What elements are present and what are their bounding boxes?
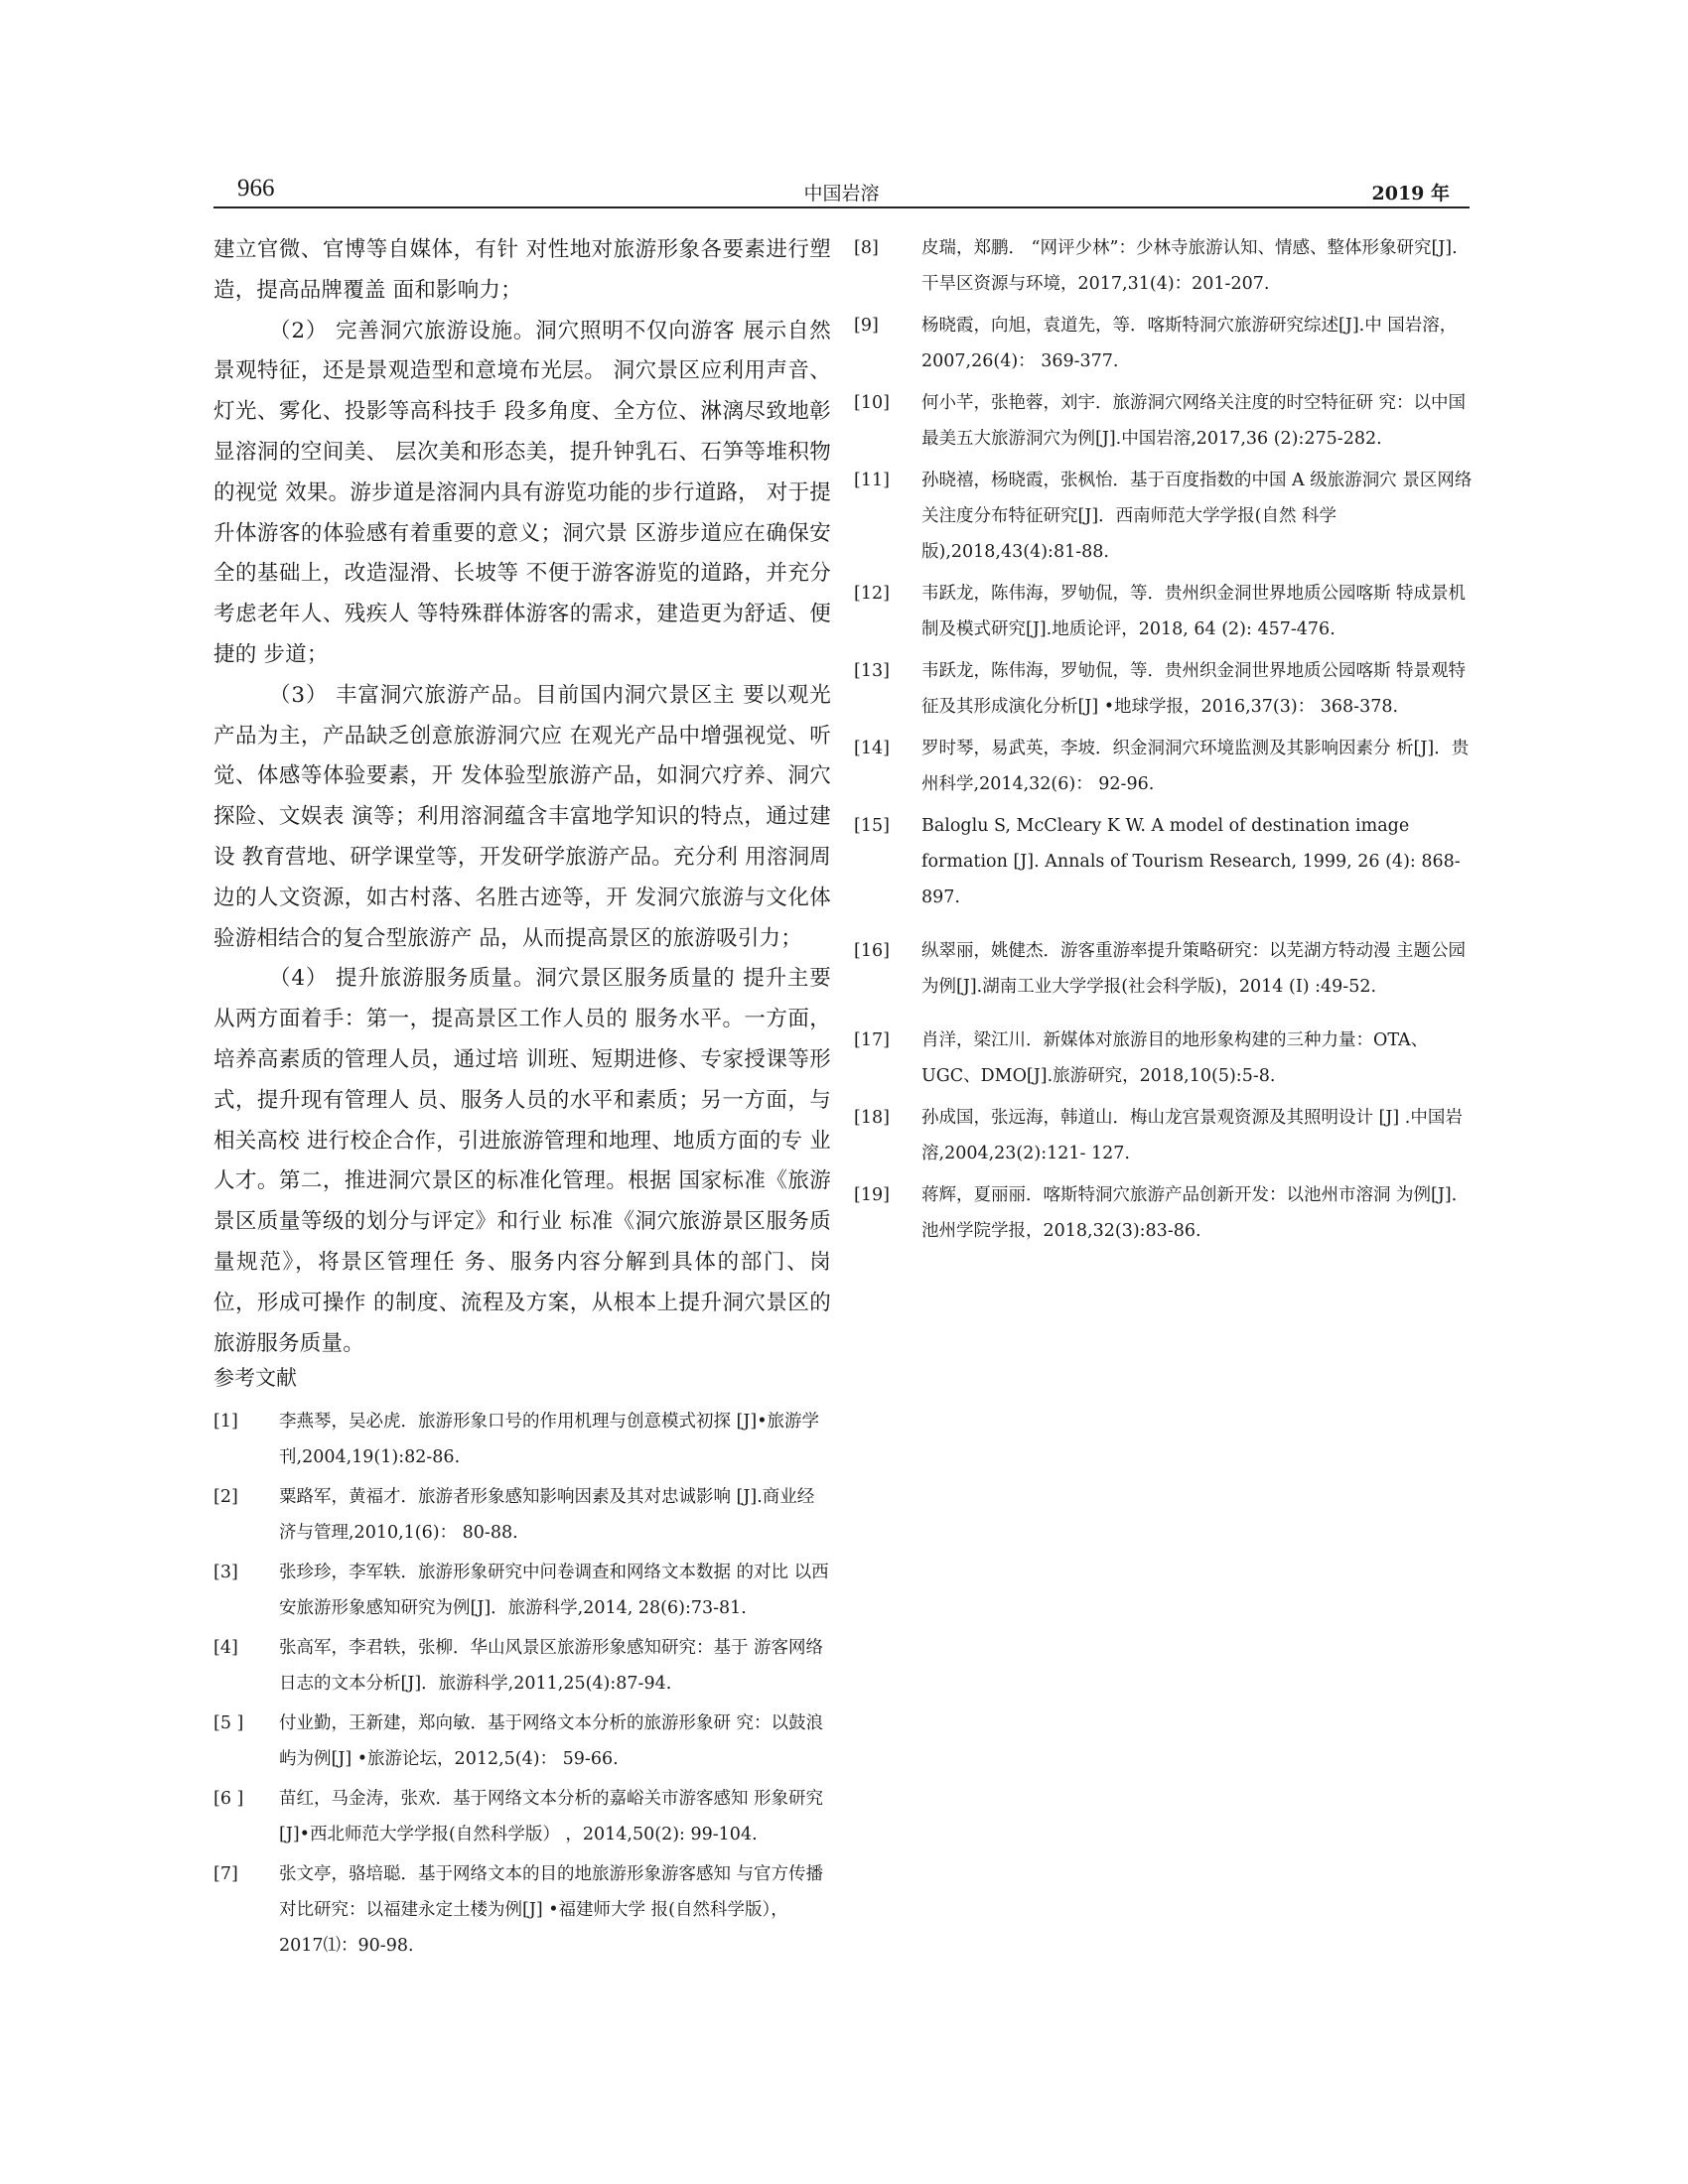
reference-list [213, 1404, 831, 1964]
reference-text: 蒋辉，夏丽丽．喀斯特洞穴旅游产品创新开发：以池州市溶洞 为例[J]．池州学院学报，2018,32(3):83-86. [921, 1185, 1470, 1241]
reference-number: [5 ] [213, 1713, 244, 1734]
reference-text: 苗红，马金涛，张欢．基于网络文本分析的嘉峪关市游客感知 形象研究[J]•西北师范大学学报(自然科学版） ，2014,50(2): 99-104. [279, 1789, 824, 1845]
reference-number: [12] [854, 584, 890, 604]
reference-number: [18] [854, 1108, 890, 1128]
reference-text: 粟路军，黄福才．旅游者形象感知影响因素及其对忠诚影响 [J].商业经济与管理,2010,1(6)： 80-88. [279, 1487, 815, 1544]
reference-number: [7] [213, 1864, 238, 1885]
reference-number: [1] [213, 1412, 238, 1433]
reference-item [213, 1404, 831, 1475]
paragraph: 建立官微、官博等自媒体，有针 对性地对旅游形象各要素进行塑造，提高品牌覆盖 面和影响力； [213, 237, 831, 303]
reference-item [854, 463, 1475, 570]
reference-text: 孙晓禧，杨晓霞，张枫怡．基于百度指数的中国 A 级旅游洞穴 景区网络关注度分布特征研究[J]．西南师范大学学报(自然 科学版),2018,43(4):81-88. [921, 471, 1473, 562]
reference-number: [13] [854, 661, 890, 681]
reference-text: 罗时琴，易武英，李坡．织金洞洞穴环境监测及其影响因素分 析[J]．贵州科学,2014,32(6)： 92-96. [921, 739, 1470, 794]
reference-number: [6 ] [213, 1789, 244, 1810]
reference-text: 孙成国，张远海，韩道山．梅山龙宫景观资源及其照明设计 [J] .中国岩溶,2004,23(2):121- 127. [921, 1108, 1463, 1163]
right-column [854, 230, 1475, 1249]
reference-number: [19] [854, 1185, 890, 1205]
journal-title: 中国岩溶 [803, 183, 880, 205]
reference-number: [14] [854, 739, 890, 758]
reference-number: [8] [854, 238, 879, 258]
reference-text: 张文亭，骆培聪．基于网络文本的目的地旅游形象游客感知 与官方传播对比研究：以福建永定土楼为例[J] •福建师大学 报(自然科学版），2017⑴：90-98. [279, 1864, 824, 1957]
body-text [213, 230, 831, 1364]
reference-item [854, 230, 1475, 302]
reference-item [854, 1100, 1475, 1171]
references-heading: 参考文献 [213, 1366, 297, 1391]
reference-text: 杨晓霞，向旭，袁道先，等．喀斯特洞穴旅游研究综述[J].中 国岩溶，2007,26(4)： 369-377. [921, 316, 1458, 371]
page-header [213, 171, 1470, 208]
reference-number: [4] [213, 1638, 238, 1659]
left-column [213, 230, 831, 1966]
reference-number: [3] [213, 1563, 238, 1583]
reference-number: [17] [854, 1030, 890, 1050]
paragraph: （4） 提升旅游服务质量。洞穴景区服务质量的 提升主要从两方面着手：第一，提高景区工作人员的 服务水平。一方面，培养高素质的管理人员，通过培 训班、短期进修、专家授课等形式，提升现有管理人 员、服务人员的水平和素质；另一方面，与相关高校 进行校企合作，引进旅游管理和地理、地质方面的专 业人才。第二，推进洞穴景区的标准化管理。根据 国家标准《旅游景区质量等级的划分与评定》和行业 标准《洞穴旅游景区服务质量规范》，将景区管理任 务、服务内容分解到具体的部门、岗位，形成可操作 的制度、流程及方案，从根本上提升洞穴景区的旅游服务质量。 [213, 966, 831, 1356]
reference-item [854, 1177, 1475, 1249]
page-number: 966 [237, 175, 275, 202]
reference-text: 张高军，李君轶，张柳．华山风景区旅游形象感知研究：基于 游客网络日志的文本分析[J]．旅游科学,2011,25(4):87-94. [279, 1638, 824, 1695]
reference-text: 张珍珍，李军轶．旅游形象研究中问卷调查和网络文本数据 的对比 以西安旅游形象感知研究为例[J]．旅游科学,2014, 28(6):73-81. [279, 1563, 829, 1619]
reference-item [854, 308, 1475, 379]
reference-item [213, 1706, 831, 1777]
reference-number: [10] [854, 393, 890, 413]
reference-text: 何小芊，张艳蓉，刘宇．旅游洞穴网络关注度的时空特征研 究：以中国最美五大旅游洞穴为例[J].中国岩溶,2017,36 (2):275-282. [921, 393, 1467, 449]
reference-number: [15] [854, 816, 890, 836]
reference-item [213, 1781, 831, 1852]
reference-text: Baloglu S, McCleary K W. A model of destination image formation [J]. Annals of Tourism Research, 1999, 26 (4): 868-897. [921, 816, 1461, 907]
reference-item [854, 1023, 1475, 1094]
reference-text: 皮瑞，郑鹏． “网评少林”：少林寺旅游认知、情感、整体形象研究[J].干旱区资源与环境，2017,31(4)：201-207. [921, 238, 1458, 294]
reference-text: 肖洋，梁江川．新媒体对旅游目的地形象构建的三种力量：OTA、UGC、DMO[J].旅游研究，2018,10(5):5-8. [921, 1030, 1429, 1086]
reference-text: 纵翠丽，姚健杰．游客重游率提升策略研究：以芜湖方特动漫 主题公园为例[J].湖南工业大学学报(社会科学版)，2014 (I) :49-52. [921, 941, 1467, 997]
reference-text: 李燕琴，吴必虎．旅游形象口号的作用机理与创意模式初探 [J]•旅游学刊,2004,19(1):82-86. [279, 1412, 820, 1468]
reference-number: [9] [854, 316, 879, 336]
reference-number: [16] [854, 941, 890, 961]
reference-item [854, 385, 1475, 457]
reference-item [213, 1555, 831, 1626]
reference-text: 韦跃龙，陈伟海，罗劬侃，等．贵州织金洞世界地质公园喀斯 特景观特征及其形成演化分析[J] •地球学报，2016,37(3)： 368-378. [921, 661, 1467, 717]
reference-item [213, 1630, 831, 1702]
reference-item [213, 1479, 831, 1551]
reference-item [854, 933, 1475, 1005]
paragraph: （3） 丰富洞穴旅游产品。目前国内洞穴景区主 要以观光产品为主，产品缺乏创意旅游洞穴应 在观光产品中增强视觉、听觉、体感等体验要素，开 发体验型旅游产品，如洞穴疗养、洞穴探险、文娱表 演等；利用溶洞蕴含丰富地学知识的特点，通过建设 教育营地、研学课堂等，开发研学旅游产品。充分利 用溶洞周边的人文资源，如古村落、名胜古迹等，开 发洞穴旅游与文化体验游相结合的复合型旅游产 品，从而提高景区的旅游吸引力； [213, 682, 831, 951]
paragraph: （2） 完善洞穴旅游设施。洞穴照明不仅向游客 展示自然景观特征，还是景观造型和意境布光层。 洞穴景区应利用声音、灯光、雾化、投影等高科技手 段多角度、全方位、淋漓尽致地彰显溶洞的空间美、 层次美和形态美，提升钟乳石、石笋等堆积物的视觉 效果。游步道是溶洞内具有游览功能的步行道路， 对于提升体游客的体验感有着重要的意义；洞穴景 区游步道应在确保安全的基础上，改造湿滑、长坡等 不便于游客游览的道路，并充分考虑老年人、残疾人 等特殊群体游客的需求，建造更为舒适、便捷的 步道； [213, 318, 831, 667]
reference-item [213, 1856, 831, 1964]
reference-item [854, 653, 1475, 725]
reference-text: 韦跃龙，陈伟海，罗劬侃，等．贵州织金洞世界地质公园喀斯 特成景机制及模式研究[J].地质论评，2018, 64 (2): 457-476. [921, 584, 1467, 639]
reference-item [854, 576, 1475, 647]
reference-item [854, 808, 1475, 915]
reference-list [854, 230, 1475, 1249]
reference-item [854, 731, 1475, 802]
reference-number: [2] [213, 1487, 238, 1508]
reference-text: 付业勤，王新建，郑向敏．基于网络文本分析的旅游形象研 究：以鼓浪屿为例[J] •旅游论坛，2012,5(4)： 59-66. [279, 1713, 824, 1770]
reference-number: [11] [854, 471, 890, 490]
publication-year: 2019 年 [1371, 183, 1450, 205]
